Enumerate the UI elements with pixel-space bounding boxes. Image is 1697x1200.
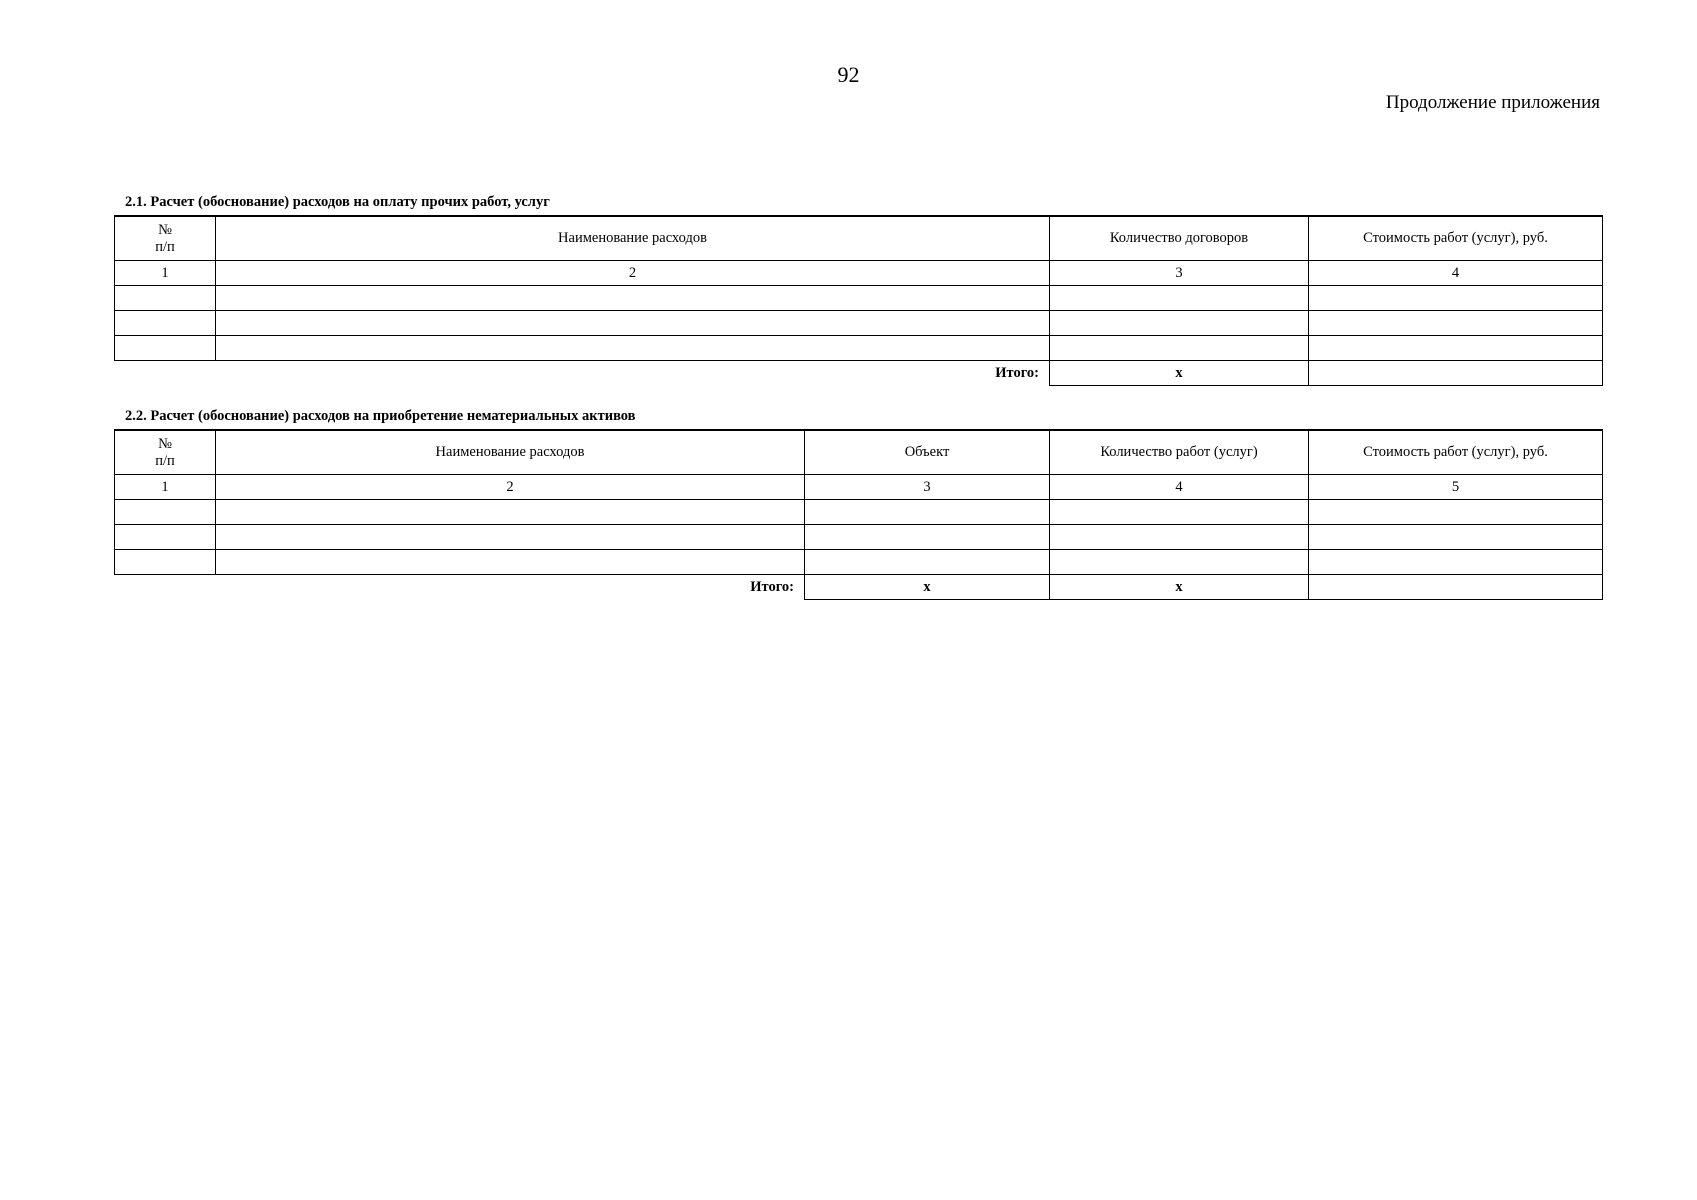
table-cell[interactable] [805,500,1050,525]
table-cell[interactable] [1050,525,1309,550]
column-number: 1 [115,475,216,500]
total-object-cell: x [805,575,1050,600]
table-cell[interactable] [115,286,216,311]
header-cell-number [115,430,216,475]
table-cell[interactable] [1050,286,1309,311]
table-cell[interactable] [1050,311,1309,336]
table-row [115,286,1603,311]
total-works-cell: x [1050,575,1309,600]
total-cost-cell[interactable] [1309,361,1603,386]
total-row [115,361,1603,386]
page-number: 92 [837,62,860,87]
table-cell[interactable] [115,336,216,361]
column-number: 3 [805,475,1050,500]
table-cell[interactable] [216,550,805,575]
section-title-2-2: 2.2. Расчет (обоснование) расходов на приобретение нематериальных активов [125,408,636,424]
table-cell[interactable] [805,550,1050,575]
number-sub: п/п [155,238,175,255]
table-cell[interactable] [1050,500,1309,525]
section-title-2-1: 2.1. Расчет (обоснование) расходов на оплату прочих работ, услуг [125,194,550,210]
total-contracts-cell: x [1050,361,1309,386]
number-sign: № [158,435,172,452]
table-cell[interactable] [115,311,216,336]
table-cell[interactable] [805,525,1050,550]
header-cell-cost: Стоимость работ (услуг), руб. [1309,430,1603,475]
table-cell[interactable] [115,500,216,525]
table-cell[interactable] [216,336,1050,361]
column-number: 1 [115,261,216,286]
table-header-row [115,430,1603,475]
table-row [115,336,1603,361]
total-label: Итого: [115,361,1050,386]
table-header-row [115,216,1603,261]
header-cell-works: Количество работ (услуг) [1050,430,1309,475]
table-cell[interactable] [1309,286,1603,311]
table-row [115,311,1603,336]
table-cell[interactable] [1050,336,1309,361]
column-number-row [115,475,1603,500]
header-cell-contracts: Количество договоров [1050,216,1309,261]
column-number: 3 [1050,261,1309,286]
column-number: 2 [216,475,805,500]
table-row [115,500,1603,525]
table-cell[interactable] [1309,550,1603,575]
table-cell[interactable] [216,500,805,525]
table-cell[interactable] [115,550,216,575]
table-row [115,525,1603,550]
total-row [115,575,1603,600]
table-cell[interactable] [216,525,805,550]
continuation-label: Продолжение приложения [1385,92,1600,113]
header-cell-name: Наименование расходов [216,216,1050,261]
header-cell-cost: Стоимость работ (услуг), руб. [1309,216,1603,261]
table-cell[interactable] [216,311,1050,336]
table-intangible-assets [114,429,1603,600]
total-label: Итого: [115,575,805,600]
table-cell[interactable] [1309,311,1603,336]
column-number: 4 [1309,261,1603,286]
table-cell[interactable] [1309,336,1603,361]
header-cell-name: Наименование расходов [216,430,805,475]
total-cost-cell[interactable] [1309,575,1603,600]
number-sub: п/п [155,452,175,469]
table-cell[interactable] [115,525,216,550]
column-number-row [115,261,1603,286]
table-cell[interactable] [1050,550,1309,575]
table-cell[interactable] [1309,500,1603,525]
column-number: 5 [1309,475,1603,500]
column-number: 4 [1050,475,1309,500]
table-row [115,550,1603,575]
table-cell[interactable] [1309,525,1603,550]
table-other-services [114,215,1603,386]
column-number: 2 [216,261,1050,286]
number-sign: № [158,221,172,238]
header-cell-number [115,216,216,261]
header-cell-object: Объект [805,430,1050,475]
table-cell[interactable] [216,286,1050,311]
